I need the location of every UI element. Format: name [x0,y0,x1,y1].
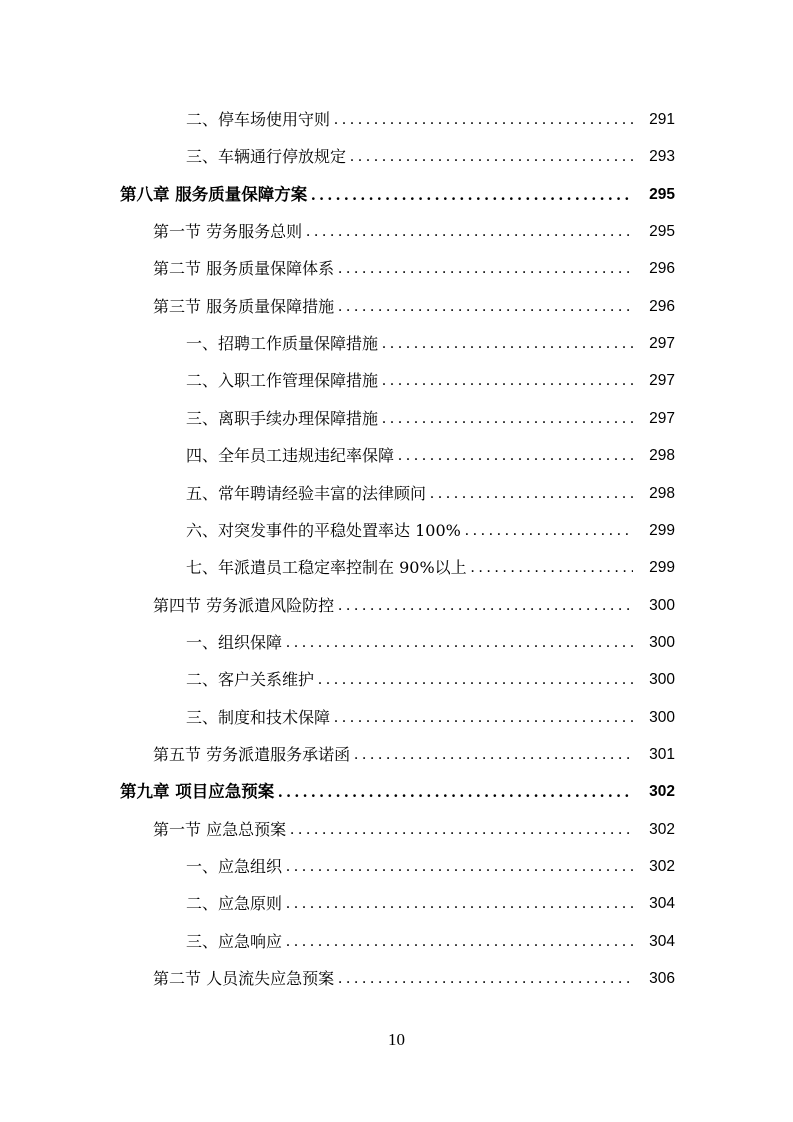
toc-entry-label: 第五节 劳务派遣服务承诺函 [153,744,351,764]
toc-entry[interactable] [153,254,675,284]
toc-entry[interactable] [186,889,675,919]
toc-entry-label: 三、制度和技术保障 [186,707,331,727]
toc-entry-label: 七、年派遣员工稳定率控制在 90%以上 [186,558,467,578]
toc-entry[interactable] [153,292,675,322]
toc-entry-page: 304 [649,895,675,913]
toc-dot-leader [398,441,633,471]
toc-entry[interactable] [153,740,675,770]
toc-dot-leader [350,142,633,172]
toc-entry-page: 296 [649,297,675,315]
toc-entry-label: 二、停车场使用守则 [186,110,331,129]
toc-entry-page: 301 [649,745,675,763]
toc-entry-label: 三、车辆通行停放规定 [186,147,347,167]
toc-entry-page: 298 [649,447,675,465]
toc-dot-leader [338,964,633,994]
toc-entry[interactable] [186,516,675,546]
toc-dot-leader [465,516,633,546]
toc-dot-leader [382,404,633,434]
toc-entry-page: 295 [649,223,675,241]
toc-entry[interactable] [186,665,675,695]
toc-dot-leader [311,180,633,210]
toc-entry[interactable] [186,628,675,658]
toc-dot-leader [430,479,633,509]
toc-entry-page: 300 [649,633,675,651]
toc-entry-label: 六、对突发事件的平稳处置率达 100% [186,520,461,540]
toc-entry-label: 第一节 劳务服务总则 [153,222,303,242]
toc-entry-page: 291 [649,111,675,128]
toc-entry[interactable] [186,479,675,509]
toc-entry-page: 306 [649,970,675,988]
toc-dot-leader [286,927,633,957]
toc-entry[interactable] [186,703,675,733]
toc-entry-page: 299 [649,521,675,539]
toc-entry-label: 五、常年聘请经验丰富的法律顾问 [186,483,427,503]
toc-entry[interactable] [186,553,675,583]
toc-entry-page: 302 [649,783,675,801]
toc-entry-page: 300 [649,708,675,726]
toc-entry-page: 300 [649,596,675,614]
toc-dot-leader [318,665,633,695]
toc-dot-leader [334,703,633,733]
toc-dot-leader [354,740,633,770]
toc-entry[interactable] [186,105,675,135]
toc-entry-page: 302 [649,858,675,875]
toc-dot-leader [338,254,633,284]
toc-entry-page: 296 [649,260,675,278]
toc-dot-leader [382,329,633,359]
toc-entry-label: 三、离职手续办理保障措施 [186,408,379,428]
toc-entry-page: 297 [649,335,675,353]
toc-dot-leader [278,777,633,807]
toc-entry-label: 第二节 人员流失应急预案 [153,969,335,989]
toc-entry-label: 第八章 服务质量保障方案 [120,184,308,204]
toc-entry-label: 二、入职工作管理保障措施 [186,371,379,391]
toc-entry-page: 299 [649,559,675,577]
toc-entry-label: 一、应急组织 [186,857,283,876]
toc-dot-leader [286,628,633,658]
toc-entry-label: 第一节 应急总预案 [153,819,287,839]
toc-entry[interactable] [120,777,675,807]
toc-entry[interactable] [153,591,675,621]
toc-dot-leader [290,815,633,845]
toc-dot-leader [338,591,633,621]
toc-entry-page: 298 [649,484,675,502]
toc-entry[interactable] [186,404,675,434]
toc-entry-page: 304 [649,932,675,950]
toc-entry[interactable] [120,180,675,210]
toc-dot-leader [338,292,633,322]
toc-entry-label: 三、应急响应 [186,931,283,951]
toc-entry[interactable] [153,815,675,845]
toc-entry[interactable] [153,964,675,994]
toc-entry-page: 297 [649,409,675,427]
toc-entry-label: 二、客户关系维护 [186,670,315,690]
toc-entry[interactable] [153,217,675,247]
toc-entry-page: 302 [649,820,675,838]
toc-entry-page: 300 [649,671,675,689]
toc-entry-label: 一、组织保障 [186,632,283,652]
toc-entry-page: 293 [649,148,675,166]
toc-dot-leader [286,852,633,882]
toc-dot-leader [471,553,633,583]
toc-entry-page: 297 [649,372,675,390]
toc-entry-label: 第三节 服务质量保障措施 [153,296,335,316]
toc-entry[interactable] [186,927,675,957]
toc-entry[interactable] [186,852,675,882]
toc-entry-label: 一、招聘工作质量保障措施 [186,334,379,354]
toc-entry[interactable] [186,441,675,471]
toc-dot-leader [286,889,633,919]
toc-dot-leader [382,366,633,396]
toc-entry[interactable] [186,366,675,396]
toc-dot-leader [334,105,633,135]
toc-entry-label: 第四节 劳务派遣风险防控 [153,595,335,615]
toc-entry-label: 四、全年员工违规违纪率保障 [186,446,395,466]
toc-entry-label: 第九章 项目应急预案 [120,782,275,802]
toc-entry-page: 295 [649,185,675,203]
toc-entry[interactable] [186,142,675,172]
toc-entry-label: 二、应急原则 [186,894,283,914]
toc-dot-leader [306,217,633,247]
toc-entry-label: 第二节 服务质量保障体系 [153,259,335,279]
toc-entry[interactable] [186,329,675,359]
page-number: 10 [388,1030,405,1049]
